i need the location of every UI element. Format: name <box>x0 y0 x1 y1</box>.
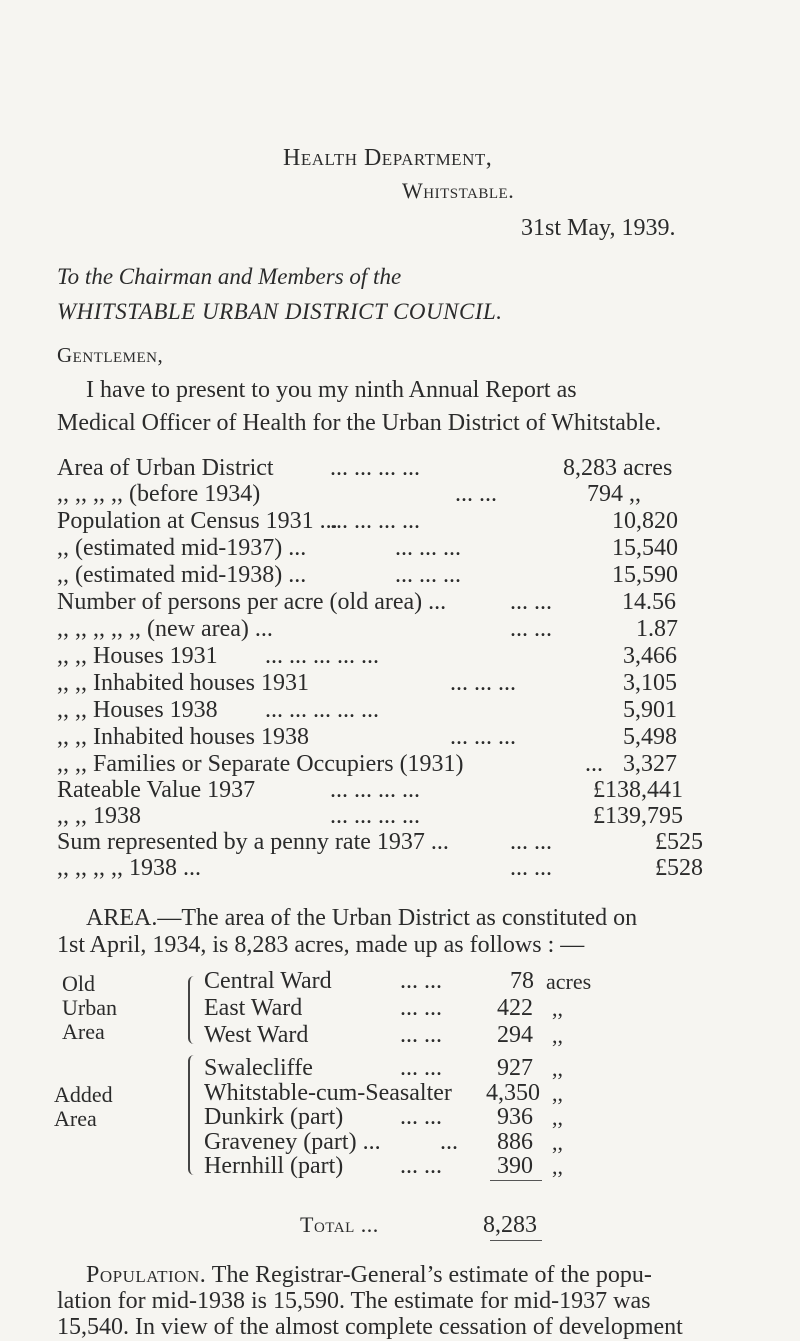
ward-name: Swalecliffe <box>204 1055 313 1081</box>
added-area-group-label: Added Area <box>54 1082 113 1131</box>
ward-name: West Ward <box>204 1022 309 1048</box>
stat-value: 15,540 <box>612 535 678 561</box>
ward-unit: ,, <box>552 1023 563 1048</box>
area-intro-line: AREA.—The area of the Urban District as constituted on <box>86 905 638 931</box>
ward-name: East Ward <box>204 995 303 1021</box>
ward-unit: ,, <box>552 1105 563 1130</box>
ward-acres: 4,350 <box>486 1080 540 1106</box>
total-label: Total ... <box>300 1212 379 1237</box>
ward-dots: ... ... <box>400 1022 442 1048</box>
ward-acres: 886 <box>497 1129 533 1155</box>
address-line: To the Chairman and Members of the <box>57 264 402 289</box>
ward-name: Hernhill (part) <box>204 1153 344 1179</box>
population-line: 15,540. In view of the almost complete cessation of development <box>57 1314 683 1340</box>
intro-line: I have to present to you my ninth Annual Report as <box>86 377 577 403</box>
stat-label: Area of Urban District <box>57 455 274 481</box>
added-area-brace <box>188 1055 196 1175</box>
ward-dots: ... ... <box>400 1055 442 1081</box>
total-rule-top <box>490 1180 542 1181</box>
ward-acres: 936 <box>497 1104 533 1130</box>
ward-dots: ... <box>440 1129 458 1155</box>
total-rule-bottom <box>490 1240 542 1241</box>
stat-dots: ... ... <box>510 616 552 642</box>
stat-label: Rateable Value 1937 <box>57 777 256 803</box>
ward-acres: 422 <box>497 995 533 1021</box>
stat-label: Sum represented by a penny rate 1937 ... <box>57 829 449 855</box>
ward-unit: ,, <box>552 996 563 1021</box>
old-area-brace <box>188 976 196 1044</box>
population-heading: Population. <box>86 1262 207 1288</box>
report-date: 31st May, 1939. <box>521 215 676 241</box>
stat-dots: ... ... ... ... <box>330 455 420 481</box>
stat-value: 794 ,, <box>587 481 641 507</box>
stat-dots: ... ... ... ... <box>330 508 420 534</box>
stat-label: ,, ,, ,, ,, (before 1934) <box>57 481 261 507</box>
stat-dots: ... ... ... <box>395 535 461 561</box>
ward-name: Graveney (part) ... <box>204 1129 381 1155</box>
ward-name: Central Ward <box>204 968 332 994</box>
ward-dots: ... ... <box>400 968 442 994</box>
ward-acres: 927 <box>497 1055 533 1081</box>
ward-dots: ... ... <box>400 1104 442 1130</box>
stat-dots: ... ... <box>455 481 497 507</box>
ward-unit: ,, <box>552 1154 563 1179</box>
ward-unit: acres <box>546 969 592 994</box>
town-heading: Whitstable. <box>402 178 515 203</box>
stat-dots: ... <box>585 751 603 777</box>
stat-dots: ... ... <box>510 589 552 615</box>
population-line: Population. The Registrar-General’s estimate of the popu- <box>86 1262 652 1288</box>
stat-label: ,, ,, Families or Separate Occupiers (1931) <box>57 751 464 777</box>
stat-value: 3,327 <box>623 751 677 777</box>
stat-value: 8,283 acres <box>563 455 673 481</box>
stat-label: ,, ,, 1938 <box>57 803 141 829</box>
stat-label: ,, ,, ,, ,, 1938 ... <box>57 855 201 881</box>
stat-label: ,, (estimated mid-1937) ... <box>57 535 307 561</box>
stat-value: £528 <box>655 855 703 881</box>
stat-value: 1.87 <box>636 616 678 642</box>
stat-dots: ... ... ... <box>395 562 461 588</box>
ward-unit: ,, <box>552 1081 563 1106</box>
stat-label: ,, ,, Houses 1931 <box>57 643 218 669</box>
stat-label: Number of persons per acre (old area) ... <box>57 589 447 615</box>
ward-unit: ,, <box>552 1130 563 1155</box>
stat-dots: ... ... ... <box>450 724 516 750</box>
ward-name: Whitstable-cum-Seasalter <box>204 1080 452 1106</box>
stat-label: ,, ,, Houses 1938 <box>57 697 218 723</box>
stat-value: £139,795 <box>593 803 683 829</box>
stat-label: ,, ,, ,, ,, ,, (new area) ... <box>57 616 273 642</box>
ward-dots: ... ... <box>400 995 442 1021</box>
stat-value: 3,105 <box>623 670 677 696</box>
ward-acres: 294 <box>497 1022 533 1048</box>
ward-acres: 390 <box>497 1153 533 1179</box>
stat-label: ,, ,, Inhabited houses 1938 <box>57 724 309 750</box>
stat-label: ,, ,, Inhabited houses 1931 <box>57 670 309 696</box>
stat-dots: ... ... <box>510 855 552 881</box>
ward-dots: ... ... <box>400 1153 442 1179</box>
total-value: 8,283 <box>483 1212 537 1238</box>
stat-dots: ... ... ... ... ... <box>265 643 379 669</box>
ward-acres: 78 <box>510 968 534 994</box>
stat-value: £138,441 <box>593 777 683 803</box>
stat-dots: ... ... ... ... <box>330 777 420 803</box>
ward-name: Dunkirk (part) <box>204 1104 344 1130</box>
stat-value: 14.56 <box>622 589 676 615</box>
stat-label: ,, (estimated mid-1938) ... <box>57 562 307 588</box>
stat-dots: ... ... ... ... <box>330 803 420 829</box>
stat-value: 10,820 <box>612 508 678 534</box>
stat-value: 5,901 <box>623 697 677 723</box>
council-name: WHITSTABLE URBAN DISTRICT COUNCIL. <box>57 299 503 324</box>
stat-dots: ... ... <box>510 829 552 855</box>
stat-value: £525 <box>655 829 703 855</box>
stat-label: Population at Census 1931 ... <box>57 508 338 534</box>
stat-dots: ... ... ... <box>450 670 516 696</box>
area-intro-line: 1st April, 1934, is 8,283 acres, made up as follows : — <box>57 932 585 958</box>
stat-value: 5,498 <box>623 724 677 750</box>
old-area-group-label: Old Urban Area <box>62 971 117 1044</box>
population-line: lation for mid-1938 is 15,590. The estimate for mid-1937 was <box>57 1288 651 1314</box>
ward-unit: ,, <box>552 1056 563 1081</box>
stat-value: 3,466 <box>623 643 677 669</box>
stat-dots: ... ... ... ... ... <box>265 697 379 723</box>
intro-line: Medical Officer of Health for the Urban District of Whitstable. <box>57 410 662 436</box>
salutation: Gentlemen, <box>57 343 164 367</box>
stat-value: 15,590 <box>612 562 678 588</box>
department-heading: Health Department, <box>283 145 493 171</box>
